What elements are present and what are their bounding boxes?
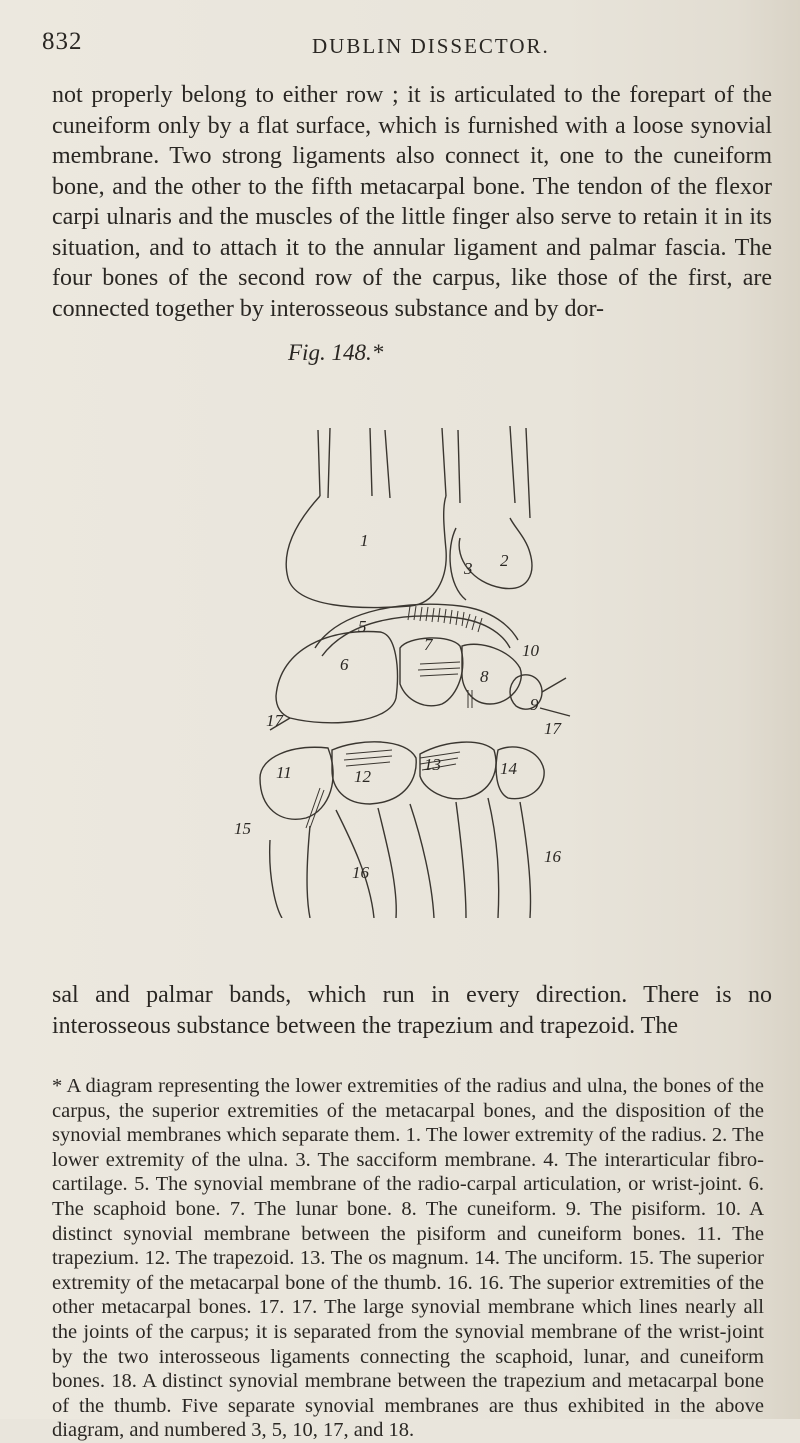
figure-label-11: 11 — [276, 763, 292, 782]
figure-label-17-a: 17 — [266, 711, 283, 730]
wrist-joint-diagram — [210, 378, 630, 918]
body-paragraph-2: sal and palmar bands, which run in every direction. There is no interosseous substance between the trapezium and trapezoid. The — [52, 982, 772, 1039]
page-number: 832 — [42, 28, 83, 55]
figure-label-1: 1 — [360, 531, 369, 550]
figure-label-8: 8 — [480, 667, 489, 686]
figure-label-16-b: 16 — [544, 847, 561, 866]
figure-label-16-a: 16 — [352, 863, 369, 882]
figure-label-14: 14 — [500, 759, 517, 778]
figure-label-13: 13 — [424, 755, 441, 774]
figure-label-2: 2 — [500, 551, 509, 570]
figure-label-5: 5 — [358, 617, 367, 636]
figure-label-3: 3 — [464, 559, 473, 578]
figure-label-17-b: 17 — [544, 719, 561, 738]
figure-caption: Fig. 148.* — [288, 340, 384, 365]
figure-label-12: 12 — [354, 767, 371, 786]
body-paragraph-1: not properly belong to either row ; it is articulated to the forepart of the cuneiform only by a flat surface, which is furnished with a loose synovial membrane. Two strong ligaments also connect it, one to the cuneiform bone, and the other to the fifth metacarpal bone. The tendon of the flexor carpi ulnaris and the muscles of the little finger also serve to retain it in its situation, and to attach it to the annular ligament and palmar fascia. The four bones of the second row of the carpus, like those of the first, are connected together by interosseous substance and by dor- — [52, 82, 772, 322]
figure-label-9: 9 — [530, 695, 539, 714]
figure-footnote: * A diagram representing the lower extremities of the radius and ulna, the bones of the carpus, the superior extremities of the metacarpal bones, and the disposition of the synovial membranes which separate them. 1. The lower extremity of the radius. 2. The lower extremity of the ulna. 3. The sacciform membrane. 4. The interarticular fibro-cartilage. 5. The synovial membrane of the radio-carpal articulation, or wrist-joint. 6. The scaphoid bone. 7. The lunar bone. 8. The cuneiform. 9. The pisiform. 10. A distinct synovial membrane between the pisiform and cuneiform bones. 11. The trapezium. 12. The trapezoid. 13. The os magnum. 14. The unciform. 15. The superior extremity of the metacarpal bone of the thumb. 16. 16. The superior extremities of the other metacarpal bones. 17. 17. The large synovial membrane which lines nearly all the joints of the carpus; it is separated from the synovial membrane of the wrist-joint by the two interosseous ligaments connecting the scaphoid, lunar, and cuneiform bones. 18. A distinct synovial membrane between the trapezium and metacarpal bone of the thumb. Five separate synovial membranes are thus exhibited in the above diagram, and numbered 3, 5, 10, 17, and 18. — [52, 1075, 764, 1442]
figure-label-10: 10 — [522, 641, 539, 660]
figure-label-7: 7 — [424, 635, 433, 654]
figure-label-15: 15 — [234, 819, 251, 838]
page-header — [42, 22, 762, 62]
running-title: DUBLIN DISSECTOR. — [312, 34, 550, 58]
figure-label-6: 6 — [340, 655, 349, 674]
